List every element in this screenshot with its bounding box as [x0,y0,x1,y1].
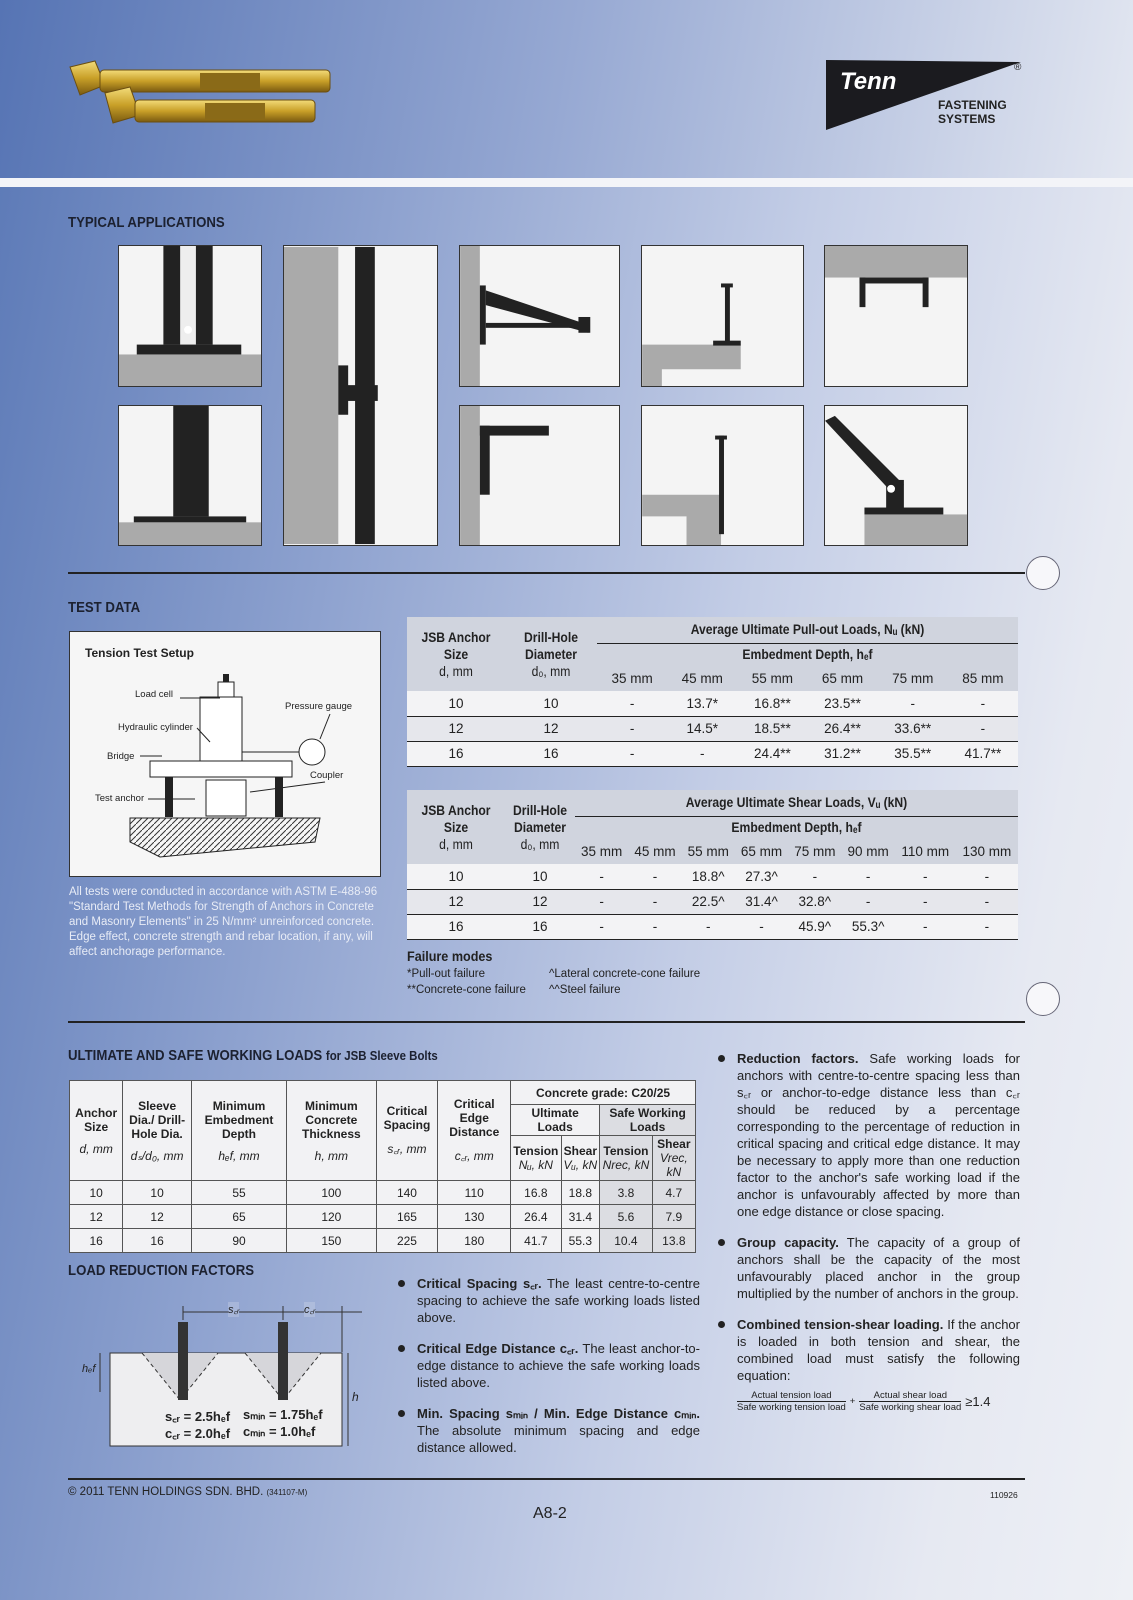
depth-header: 130 mm [962,843,1012,859]
table-cell: - [984,894,990,909]
application-wall-bracket [283,245,438,546]
logo-brand: Tenn [840,68,897,95]
table-cell: 12 [543,721,559,736]
bullet-text: Safe working loads for anchors with centre-to-centre spacing less than s꜀ᵣ or anchor-to-edge distance less than c꜀ᵣ should be reduced by a percentage corresponding to the percentage of reduction in critical spacing and critical edge distance. It may be necessary to apply more than one reduction factor to the anchor's safe working load if the anchor is unfavourably affected by more than one edge distance or close spacing. [737,1051,1020,1219]
table-cell: 13.7* [686,695,718,711]
sub-header-label: Tension [603,1144,649,1158]
divider-1 [68,572,1025,574]
table-cell: - [599,919,604,934]
column-header-label: Minimum Embedment Depth [204,1098,274,1141]
failure-lateral-cone: ^Lateral concrete-cone failure [549,968,701,980]
table-cell: 41.7** [964,746,1002,761]
bullet-text: The least anchor-to-edge distance to achieve the safe working loads listed above. [417,1341,700,1390]
bullet-text: The capacity of a group of anchors shall be the capacity of the most unfavourably placed anchor in the group multiplied by the number of anchors in the group. [737,1235,1020,1301]
application-strut-base [824,405,968,546]
eq-plus: + [849,1396,856,1407]
application-slab-post [641,245,804,387]
setup-title: Tension Test Setup [85,646,194,660]
table-cell: 16 [123,1229,192,1253]
table-cell: 10 [70,1181,123,1205]
table-cell: 14.5* [686,721,718,736]
table-cell: 33.6** [894,721,932,736]
sub-header-label: Shear [563,1144,598,1158]
company-reg: (341107-M) [266,1488,308,1497]
label-load-cell: Load cell [135,689,174,700]
eq-d2: Safe working shear load [859,1402,962,1413]
table-cell: 55.3 [561,1229,600,1253]
depth-header: 55 mm [751,670,794,686]
column-header-unit: d, mm [79,1141,113,1156]
column-header-unit: hₑf, mm [218,1148,260,1163]
table-cell: 100 [287,1181,376,1205]
table-cell: 27.3^ [745,868,778,884]
col-drill-hole: Drill-Hole [512,802,567,818]
sub-header [511,1136,561,1181]
bullet-text: The absolute minimum spacing and edge distance allowed. [417,1423,700,1455]
table-cell: 10 [448,868,464,884]
shear-title: Average Ultimate Shear Loads, Vᵤ (kN) [597,790,996,816]
column-header [70,1081,123,1181]
col-drill-hole-2: Diameter [513,819,567,835]
depth-header: 110 mm [901,843,950,859]
table-cell: 10.4 [600,1229,653,1253]
bullet-head: Critical Edge Distance c꜀ᵣ. [417,1341,579,1356]
sub-header-unit: Vᵤ, kN [563,1158,598,1172]
failure-cone: **Concrete-cone failure [407,984,526,996]
table-cell: - [652,919,658,934]
eq-n1: Actual tension load [737,1390,846,1402]
tension-test-setup-figure [69,631,381,877]
bullet-text: If the anchor is loaded in both tension and shear, the combined load must satisfy the following equation: [737,1317,1020,1383]
table-cell: 10 [532,868,548,884]
sub-header-label: Shear [657,1137,691,1151]
failure-modes [407,948,701,996]
sub-header-unit: Nrec, kN [602,1158,650,1172]
table-cell: 26.4 [511,1205,561,1229]
table-cell: - [599,894,604,909]
depth-header: 55 mm [687,843,729,859]
depth-header: 45 mm [634,843,676,859]
eq-n2: Actual shear load [859,1390,961,1402]
depth-header: 90 mm [847,843,889,859]
safe-header: Safe Working Loads [600,1105,696,1136]
table-cell: - [980,721,986,736]
bullet-head: Reduction factors. [737,1051,859,1066]
pullout-title: Average Ultimate Pull-out Loads, Nᵤ (kN) [618,617,997,643]
table-cell: 32.8^ [798,894,832,909]
tenn-logo [826,60,1026,132]
grade-header: Concrete grade: C20/25 [511,1081,696,1105]
column-header [438,1081,511,1181]
col-anchor-unit: d, mm [439,836,473,852]
page-number: A8-2 [533,1505,567,1522]
table-cell: 18.5** [753,721,791,736]
table-cell: 18.8^ [691,868,725,884]
depth-header: 85 mm [962,670,1004,686]
table-cell: 140 [376,1181,438,1205]
eq-scr: s꜀ᵣ = 2.5hₑf [165,1409,231,1424]
table-cell: - [705,919,711,934]
bullet-head: Combined tension-shear loading. [737,1317,944,1332]
table-cell: - [984,868,990,884]
bullet-head: Group capacity. [737,1235,839,1250]
label-hydraulic-cylinder: Hydraulic cylinder [118,722,193,733]
table-cell: 55 [191,1181,286,1205]
table-cell: 90 [191,1229,286,1253]
table-row [407,864,1018,889]
table-row [407,889,1018,914]
column-header-unit: s꜀ᵣ, mm [387,1142,427,1156]
load-reduction-title: LOAD REDUCTION FACTORS [68,1262,255,1279]
table-row [407,914,1018,939]
table-cell: - [812,868,818,884]
binder-hole [1026,982,1060,1016]
test-data-title: TEST DATA [68,599,141,616]
table-cell: 12 [448,894,464,909]
col-drill-hole-2: Diameter [524,646,578,662]
table-cell: 18.8 [561,1181,600,1205]
test-note: All tests were conducted in accordance with ASTM E-488-96 "Standard Test Methods for Strength of Anchors in Concrete and Masonry Elements" in 25 N/mm² unreinforced concrete. Edge effect, concrete strength and rebar location, if any, will affect anchorage performance. [69,886,378,958]
table-cell: 45.9^ [798,919,832,934]
table-cell: 31.2** [824,746,861,761]
label-hef: hₑf [82,1363,96,1375]
table-cell: - [865,868,871,884]
shear-loads-table [407,790,1018,940]
table-cell: 65 [191,1205,286,1229]
table-cell: 12 [70,1205,123,1229]
table-cell: 150 [287,1229,376,1253]
failure-steel: ^^Steel failure [549,984,621,996]
table-cell: - [629,746,635,761]
header-strip [0,178,1133,187]
table-row [407,741,1018,766]
application-column-base [118,245,262,387]
table-cell: - [923,894,928,909]
column-header [123,1081,192,1181]
table-row [70,1229,696,1253]
bullet-critical-edge [395,1340,700,1391]
interaction-equation [737,1390,1020,1413]
mid-bullets [395,1275,700,1470]
table-cell: - [652,894,658,909]
table-cell: - [910,695,915,711]
table-cell: 16 [448,746,464,761]
eq-ccr: c꜀ᵣ = 2.0hₑf [165,1426,231,1441]
eq-smin: sₘᵢₙ = 1.75hₑf [243,1407,323,1422]
column-header-label: Critical Edge Distance [449,1097,500,1139]
application-post-base [118,405,262,546]
table-cell: 16 [543,746,559,761]
application-cantilever-bracket [459,245,620,387]
column-header-label: Minimum Concrete Thickness [301,1098,361,1141]
ultimate-safe-loads-table [69,1080,696,1253]
sub-header-label: Tension [513,1144,559,1158]
table-cell: - [699,746,705,761]
copyright-text: © 2011 TENN HOLDINGS SDN. BHD. [68,1486,264,1498]
table-cell: 16 [70,1229,123,1253]
label-coupler: Coupler [310,770,344,781]
logo-sub-1: FASTENING [938,98,1007,112]
col-anchor-size: JSB Anchor [421,802,491,818]
ultimate-header: Ultimate Loads [511,1105,600,1136]
table-cell: 16.8 [511,1181,561,1205]
table-cell: - [923,919,928,934]
bullet-reduction-factors [715,1050,1020,1220]
loads-title-suffix: for JSB Sleeve Bolts [325,1048,438,1063]
table-cell: 12 [123,1205,192,1229]
column-header [191,1081,286,1181]
bullet-combined-loading [715,1316,1020,1384]
reduction-diagram [80,1300,370,1455]
bullet-min-spacing [395,1405,700,1456]
eq-rhs: ≥1.4 [965,1394,991,1409]
table-cell: - [599,868,604,884]
table-cell: - [629,695,635,711]
bullet-text: The least centre-to-centre spacing to achieve the safe working loads listed above. [417,1276,700,1325]
failure-modes-title: Failure modes [407,948,493,964]
sub-header-unit: Vrec, kN [659,1151,688,1179]
table-cell: - [980,695,986,711]
binder-hole [1026,556,1060,590]
table-cell: 7.9 [652,1205,695,1229]
table-cell: 31.4 [561,1205,600,1229]
loads-title-main: ULTIMATE AND SAFE WORKING LOADS [68,1047,323,1064]
table-row [70,1205,696,1229]
table-cell: 31.4^ [745,894,778,909]
table-row [70,1181,696,1205]
table-cell: 225 [376,1229,438,1253]
depth-header: 75 mm [892,670,934,686]
eq-cmin: cₘᵢₙ = 1.0hₑf [243,1424,316,1439]
depth-header: 45 mm [681,670,723,686]
table-row [407,716,1018,741]
table-cell: 12 [448,721,464,736]
label-test-anchor: Test anchor [95,793,145,804]
label-ccr: c꜀ᵣ [304,1304,316,1316]
col-drill-hole-unit: d₀, mm [531,663,571,679]
bullet-head: Critical Spacing s꜀ᵣ. [417,1276,542,1291]
logo-sub-2: SYSTEMS [938,112,996,126]
table-cell: 10 [123,1181,192,1205]
registered-mark: ® [1014,62,1022,73]
table-cell: 35.5** [894,746,932,761]
col-anchor-size: JSB Anchor [421,629,491,645]
col-drill-hole-unit: d₀, mm [520,836,560,852]
table-cell: 120 [287,1205,376,1229]
typical-applications-title: TYPICAL APPLICATIONS [68,214,225,231]
column-header-unit: h, mm [314,1148,348,1163]
col-anchor-unit: d, mm [439,663,473,679]
table-cell: 24.4** [753,746,791,761]
col-anchor-size-2: Size [443,819,469,835]
application-slab-edge [641,405,804,546]
column-header-unit: dₛ/d₀, mm [130,1148,184,1163]
table-cell: - [629,721,635,736]
sub-header [600,1136,653,1181]
table-cell: 12 [532,894,548,909]
column-header-label: Sleeve Dia./ Drill-Hole Dia. [129,1098,186,1141]
divider-2 [68,1021,1025,1023]
depth-header: 65 mm [821,670,864,686]
table-cell: 5.6 [600,1205,653,1229]
table-cell: 55.3^ [851,919,885,934]
pullout-subtitle: Embedment Depth, hₑf [742,646,873,662]
table-cell: 180 [438,1229,511,1253]
table-cell: 10 [543,695,559,711]
table-cell: 13.8 [652,1229,695,1253]
column-header-unit: c꜀ᵣ, mm [454,1149,494,1163]
table-cell: 4.7 [652,1181,695,1205]
sleeve-bolt-image [65,55,340,145]
bullet-head: Min. Spacing sₘᵢₙ / Min. Edge Distance cₘᵢₙ. [417,1406,700,1421]
label-scr: s꜀ᵣ [228,1304,240,1316]
table-cell: 26.4** [824,721,861,736]
column-header-label: Critical Spacing [383,1104,431,1132]
table-cell: 16.8** [753,695,791,711]
bullet-critical-spacing [395,1275,700,1326]
footer-rule [68,1478,1025,1480]
table-row [407,691,1018,716]
table-cell: 3.8 [600,1181,653,1205]
depth-header: 75 mm [794,843,836,859]
label-pressure-gauge: Pressure gauge [285,701,353,712]
copyright [68,1486,307,1498]
table-cell: - [923,868,928,884]
sub-header [652,1136,695,1181]
table-cell: - [652,868,658,884]
depth-header: 65 mm [740,843,783,859]
table-cell: 16 [448,919,464,934]
table-cell: 41.7 [511,1229,561,1253]
table-cell: 23.5** [824,695,861,711]
loads-title [68,1047,438,1064]
eq-d1: Safe working tension load [737,1402,846,1413]
column-header-label: Anchor Size [75,1105,118,1134]
table-cell: 16 [532,919,548,934]
table-cell: 22.5^ [691,894,725,909]
table-cell: - [865,894,871,909]
depth-header: 35 mm [611,670,653,686]
column-header [287,1081,376,1181]
depth-header: 35 mm [581,843,623,859]
failure-pullout: *Pull-out failure [407,968,485,980]
shear-subtitle: Embedment Depth, hₑf [731,819,862,835]
sub-header-unit: Nᵤ, kN [518,1158,553,1172]
pullout-loads-table [407,617,1018,767]
table-cell: 165 [376,1205,438,1229]
table-cell: - [984,919,990,934]
label-h: h [352,1390,359,1404]
table-cell: 130 [438,1205,511,1229]
doc-code: 110926 [990,1490,1018,1500]
table-cell: - [759,919,764,934]
col-drill-hole: Drill-Hole [523,629,578,645]
application-angle-bracket [459,405,620,546]
table-cell: 10 [448,695,464,711]
col-anchor-size-2: Size [443,646,469,662]
column-header [376,1081,438,1181]
label-bridge: Bridge [107,751,135,762]
bullet-group-capacity [715,1234,1020,1302]
application-ceiling-channel [824,245,968,387]
right-bullets [715,1050,1020,1413]
table-cell: 110 [438,1181,511,1205]
sub-header [561,1136,600,1181]
